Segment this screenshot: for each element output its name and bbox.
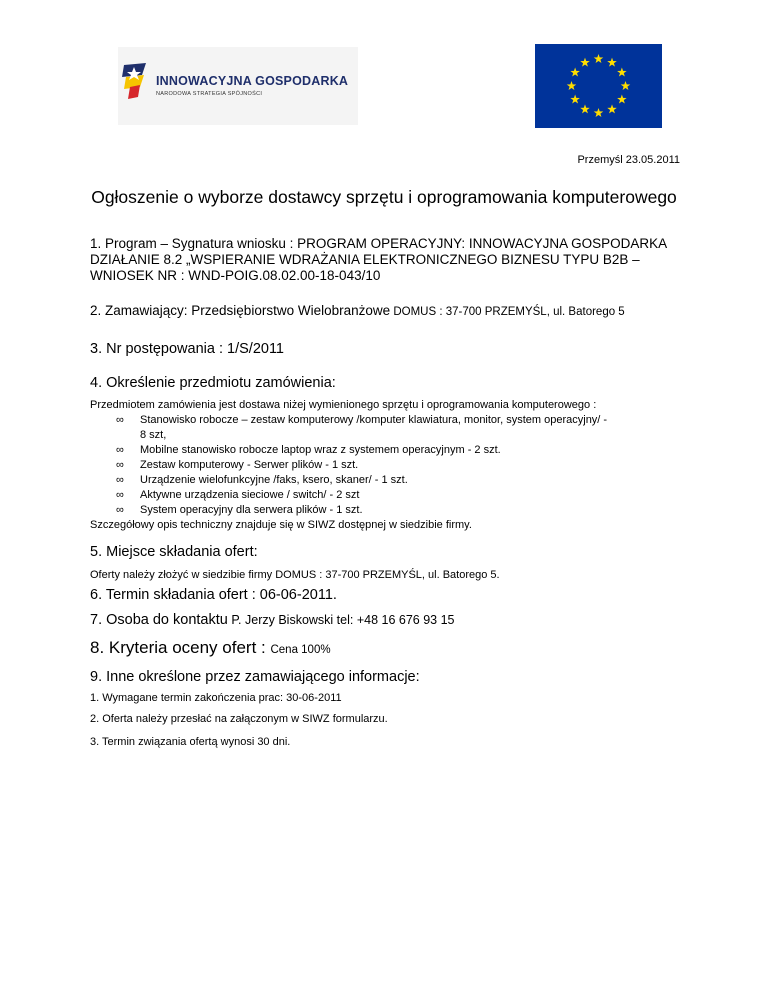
eu-star-icon bbox=[580, 58, 590, 67]
bullet-icon: ∞ bbox=[116, 504, 124, 516]
list-item: ∞ System operacyjny dla serwera plików - 1 szt. bbox=[116, 504, 363, 516]
ig-logo-subtitle: NARODOWA STRATEGIA SPÓJNOŚCI bbox=[156, 91, 263, 97]
section-contracting-party bbox=[90, 303, 625, 320]
criteria-value: Cena 100% bbox=[270, 644, 331, 656]
list-item: ∞ Urządzenie wielofunkcyjne /faks, ksero, skaner/ - 1 szt. bbox=[116, 474, 408, 486]
list-item: ∞ Stanowisko robocze – zestaw komputerowy /komputer klawiatura, monitor, system operacyjny/ - 8 szt, bbox=[116, 414, 608, 441]
innowacyjna-gospodarka-logo bbox=[118, 47, 358, 125]
section-subject-heading: 4. Określenie przedmiotu zamówienia: bbox=[90, 375, 336, 391]
eu-star-icon bbox=[594, 108, 604, 117]
eu-star-icon bbox=[617, 95, 627, 104]
contracting-party-label: 2. Zamawiający: Przedsiębiorstwo Wielobranżowe bbox=[90, 303, 391, 318]
bullet-icon: ∞ bbox=[116, 459, 124, 471]
eu-star-icon bbox=[580, 104, 590, 113]
eu-star-icon bbox=[607, 58, 617, 67]
list-item: 2. Oferta należy przesłać na załączonym w SIWZ formularzu. bbox=[90, 713, 388, 725]
eu-star-icon bbox=[594, 54, 604, 63]
contact-person-value: P. Jerzy Biskowski tel: +48 16 676 93 15 bbox=[227, 613, 455, 627]
section-offer-place-heading: 5. Miejsce składania ofert: bbox=[90, 544, 258, 560]
document-date: Przemyśl 23.05.2011 bbox=[577, 154, 680, 166]
eu-star-icon bbox=[570, 68, 580, 77]
section-subject-body bbox=[90, 398, 690, 533]
subject-outro: Szczegółowy opis techniczny znajduje się w SIWZ dostępnej w siedzibie firmy. bbox=[90, 519, 472, 531]
eu-star-icon bbox=[567, 81, 577, 90]
ig-logo-mark-icon bbox=[120, 61, 156, 101]
eu-star-icon bbox=[607, 104, 617, 113]
bullet-icon: ∞ bbox=[116, 414, 124, 426]
list-item: ∞ Aktywne urządzenia sieciowe / switch/ - 2 szt bbox=[116, 489, 360, 501]
section-offer-deadline bbox=[90, 587, 337, 603]
section-criteria bbox=[90, 640, 331, 658]
eu-stars-icon bbox=[535, 44, 662, 128]
eu-star-icon bbox=[617, 68, 627, 77]
eu-star-icon bbox=[570, 95, 580, 104]
bullet-icon: ∞ bbox=[116, 489, 124, 501]
ig-logo-title: INNOWACYJNA GOSPODARKA bbox=[156, 74, 349, 88]
subject-intro: Przedmiotem zamówienia jest dostawa niżej wymienionego sprzętu i oprogramowania komputerowego : bbox=[90, 399, 597, 411]
section-offer-place-body: Oferty należy złożyć w siedzibie firmy DOMUS : 37-700 PRZEMYŚL, ul. Batorego 5. bbox=[90, 569, 500, 581]
section-procedure-number: 3. Nr postępowania : 1/S/2011 bbox=[90, 341, 284, 357]
section-program: 1. Program – Sygnatura wniosku : PROGRAM OPERACYJNY: INNOWACYJNA GOSPODARKA DZIAŁANIE 8.2 „WSPIERANIE WDRAŻANIA ELEKTRONICZNEGO BIZNESU TYPU B2B – WNIOSEK NR : WND-POIG.08.02.00-18-043/10 bbox=[90, 236, 667, 283]
list-item: ∞ Mobilne stanowisko robocze laptop wraz z systemem operacyjnym - 2 szt. bbox=[116, 444, 501, 456]
subject-item-list bbox=[90, 413, 690, 518]
section-contact-person bbox=[90, 612, 454, 628]
contracting-party-value: DOMUS : 37-700 PRZEMYŚL, ul. Batorego 5 bbox=[390, 306, 625, 318]
offer-deadline-label: 6. Termin składania ofert bbox=[90, 587, 248, 603]
eu-star-icon bbox=[621, 81, 631, 90]
list-item: 1. Wymagane termin zakończenia prac: 30-06-2011 bbox=[90, 692, 342, 704]
bullet-icon: ∞ bbox=[116, 474, 124, 486]
document-title: Ogłoszenie o wyborze dostawcy sprzętu i oprogramowania komputerowego bbox=[91, 187, 677, 207]
criteria-label: 8. Kryteria oceny ofert : bbox=[90, 638, 271, 657]
section-other-info-heading: 9. Inne określone przez zamawiającego informacje: bbox=[90, 669, 420, 685]
list-item: ∞ Zestaw komputerowy - Serwer plików - 1 szt. bbox=[116, 459, 359, 471]
bullet-icon: ∞ bbox=[116, 444, 124, 456]
offer-deadline-value: : 06-06-2011. bbox=[247, 587, 337, 603]
list-item: 3. Termin związania ofertą wynosi 30 dni. bbox=[90, 736, 291, 748]
contact-person-label: 7. Osoba do kontaktu bbox=[90, 612, 228, 628]
eu-flag bbox=[535, 44, 662, 128]
